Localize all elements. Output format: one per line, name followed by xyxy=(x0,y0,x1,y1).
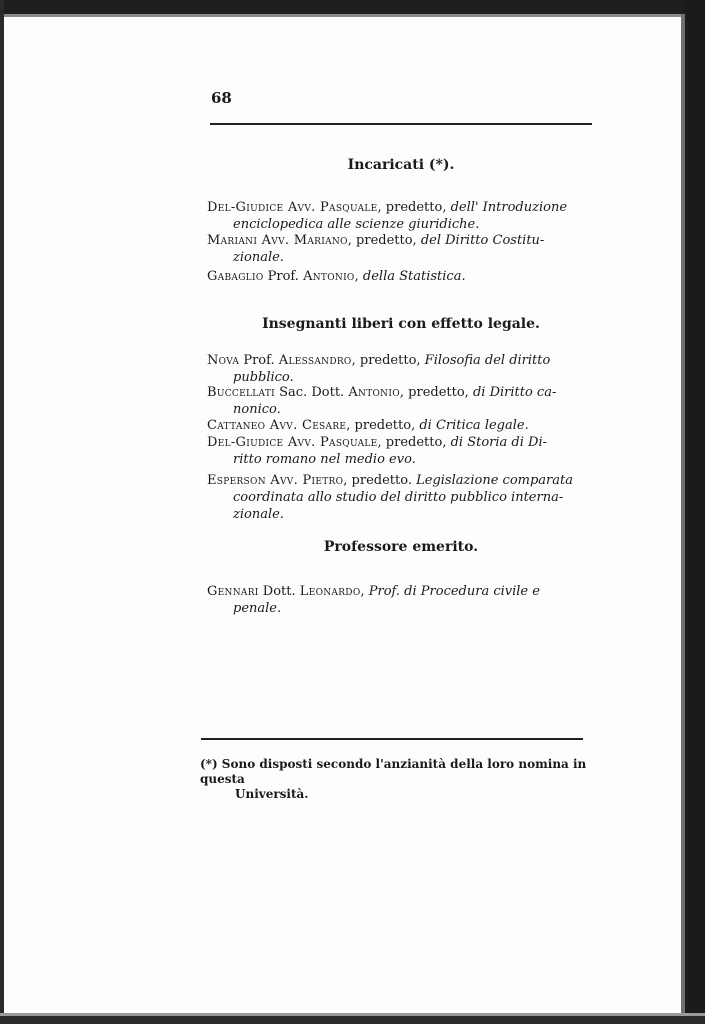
entry-separator: , predetto, xyxy=(377,435,451,450)
scan-border-left xyxy=(0,0,4,1024)
entry-name: Cattaneo Avv. Cesare xyxy=(207,418,347,433)
entry-subject: di Critica legale. xyxy=(419,418,529,433)
entry-subject: Prof. di Procedura civile e xyxy=(368,584,540,599)
entry-subject-continued: pubblico. xyxy=(233,370,294,385)
entry-buccellati xyxy=(207,384,593,418)
section-title-insegnanti: Insegnanti liberi con effetto legale. xyxy=(262,316,540,332)
entry-separator: , xyxy=(360,584,369,599)
entry-name: Del-Giudice Avv. Pasquale xyxy=(207,200,378,215)
entry-gennari xyxy=(207,583,593,617)
entry-subject-continued: coordinata allo studio del diritto pubblico interna- xyxy=(233,490,564,505)
entry-given-name: Antonio xyxy=(303,269,355,284)
entry-surname: Gabaglio xyxy=(207,269,264,284)
entry-surname: Gennari xyxy=(207,584,259,599)
entry-subject: della Statistica. xyxy=(362,269,466,284)
entry-separator: , predetto, xyxy=(399,385,473,400)
entry-separator: , predetto. xyxy=(343,473,417,488)
entry-esperson xyxy=(207,472,593,523)
footnote-line: (*) Sono disposti secondo l'anzianità della loro nomina in questa xyxy=(200,757,587,786)
entry-del-giudice-insegnante xyxy=(207,434,593,468)
entry-surname: Buccellati xyxy=(207,385,275,400)
entry-subject-continued: ritto romano nel medio evo. xyxy=(233,452,416,467)
entry-subject: di Diritto ca- xyxy=(472,385,557,400)
section-title-incaricati: Incaricati (*). xyxy=(347,157,455,173)
entry-subject-continued: enciclopedica alle scienze giuridiche. xyxy=(233,217,480,232)
entry-subject: Legislazione comparata xyxy=(416,473,573,488)
entry-surname: Nova xyxy=(207,353,240,368)
entry-title: Prof. xyxy=(267,269,299,284)
scan-border-right-edge xyxy=(681,14,685,1018)
entry-del-giudice-incaricato xyxy=(207,199,593,233)
entry-name: Esperson Avv. Pietro xyxy=(207,473,344,488)
entry-separator: , predetto, xyxy=(347,233,421,248)
entry-mariani xyxy=(207,232,593,266)
footnote xyxy=(200,757,590,802)
entry-separator: , predetto, xyxy=(377,200,451,215)
scan-border-top-edge xyxy=(0,14,705,17)
entry-subject: di Storia di Di- xyxy=(450,435,548,450)
header-rule xyxy=(210,123,592,125)
entry-separator: , predetto, xyxy=(351,353,425,368)
entry-gabaglio xyxy=(207,268,593,285)
entry-title: Dott. xyxy=(262,584,296,599)
entry-title: Prof. xyxy=(243,353,275,368)
entry-subject: dell' Introduzione xyxy=(450,200,568,215)
scan-border-bottom xyxy=(0,1016,705,1024)
scan-border-top xyxy=(0,0,705,14)
entry-separator: , xyxy=(354,269,363,284)
scan-border-right xyxy=(685,0,705,1024)
entry-given-name: Alessandro xyxy=(278,353,352,368)
footnote-line-continued: Università. xyxy=(235,787,309,801)
entry-cattaneo xyxy=(207,417,593,434)
entry-name: Del-Giudice Avv. Pasquale xyxy=(207,435,378,450)
entry-title: Sac. Dott. xyxy=(279,385,345,400)
entry-subject: del Diritto Costitu- xyxy=(420,233,545,248)
entry-subject-continued-2: zionale. xyxy=(233,507,284,522)
entry-subject-continued: penale. xyxy=(233,601,282,616)
entry-nova xyxy=(207,352,593,386)
section-title-emerito: Professore emerito. xyxy=(323,539,479,555)
entry-given-name: Leonardo xyxy=(299,584,361,599)
entry-given-name: Antonio xyxy=(348,385,400,400)
page-number: 68 xyxy=(211,89,232,107)
footnote-rule xyxy=(201,738,583,740)
entry-subject-continued: nonico. xyxy=(233,402,281,417)
entry-subject: Filosofia del diritto xyxy=(424,353,551,368)
entry-separator: , predetto, xyxy=(346,418,420,433)
entry-name: Mariani Avv. Mariano xyxy=(207,233,348,248)
entry-subject-continued: zionale. xyxy=(233,250,284,265)
